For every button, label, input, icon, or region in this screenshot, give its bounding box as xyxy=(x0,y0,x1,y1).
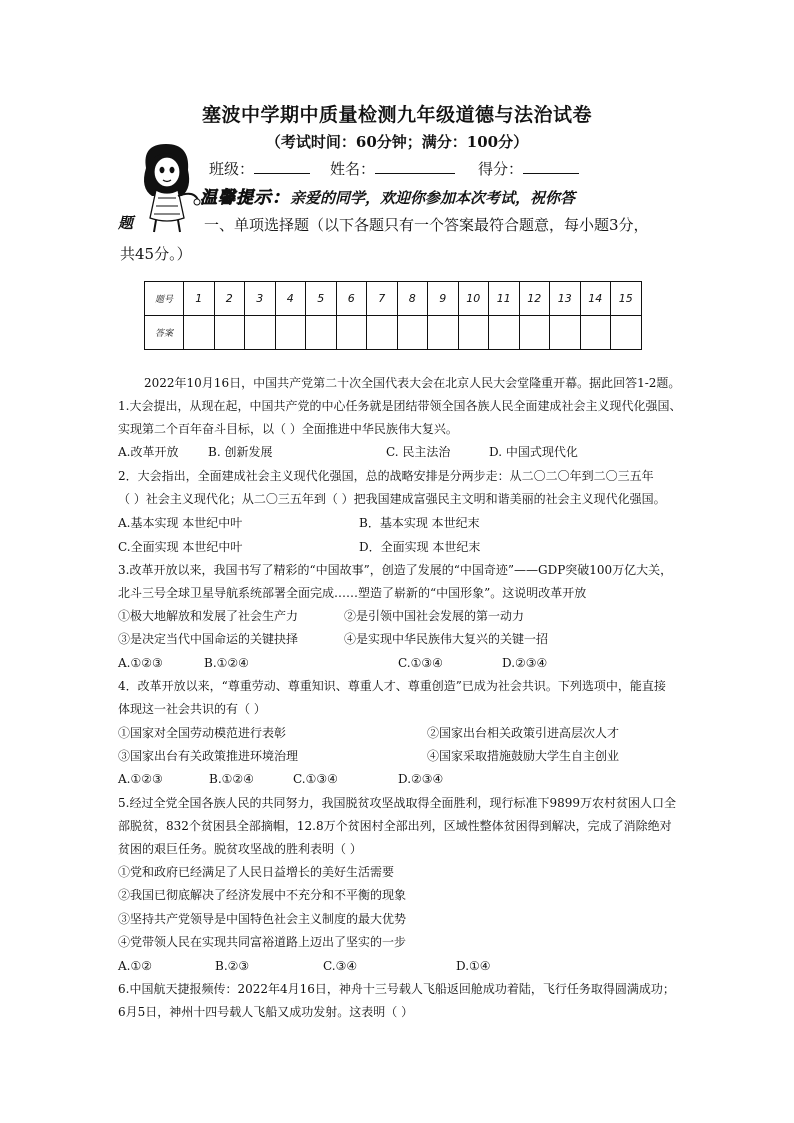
q3-option-d: D.②③④ xyxy=(502,656,548,670)
tip-label: 温馨提示： xyxy=(200,188,290,208)
q2-option-d: D．全面实现 本世纪末 xyxy=(359,540,481,554)
q3-option-c: C.①③④ xyxy=(398,656,443,670)
answer-header: 答案 xyxy=(145,316,184,350)
question-number: 9 xyxy=(428,282,459,316)
question-number: 15 xyxy=(611,282,642,316)
q5-stem-line1: 5.经过全党全国各族人民的共同努力，我国脱贫攻坚战取得全面胜利，现行标准下9899万农村贫困人口全 xyxy=(118,796,676,810)
q5-option-d: D.①④ xyxy=(456,959,491,973)
question-number-header: 题号 xyxy=(145,282,184,316)
q5-statement-1: ①党和政府已经满足了人民日益增长的美好生活需要 xyxy=(118,865,395,879)
question-number: 6 xyxy=(336,282,367,316)
score-blank xyxy=(523,159,579,174)
q3-option-b: B.①②④ xyxy=(204,656,249,670)
answer-table xyxy=(144,281,642,350)
q3-statement-4: ④是实现中华民族伟大复兴的关键一招 xyxy=(344,632,549,646)
question-number: 2 xyxy=(214,282,245,316)
q2-option-c: C.全面实现 本世纪中叶 xyxy=(118,540,243,554)
q2-option-b: B．基本实现 本世纪末 xyxy=(359,516,480,530)
q4-statement-3: ③国家出台有关政策推进环境治理 xyxy=(118,749,299,763)
answer-cell[interactable] xyxy=(519,316,550,350)
q3-stem-line1: 3.改革开放以来，我国书写了精彩的“中国故事”，创造了发展的“中国奇迹”——GDP突破100万亿大关， xyxy=(118,563,673,577)
answer-cell[interactable] xyxy=(580,316,611,350)
q4-stem-line2: 体现这一社会共识的有（ ） xyxy=(118,702,266,716)
q3-stem-line2: 北斗三号全球卫星导航系统部署全面完成……塑造了崭新的“中国形象”。这说明改革开放 xyxy=(118,586,587,600)
q4-statement-1: ①国家对全国劳动模范进行表彰 xyxy=(118,726,287,740)
q2-stem-line2: （ ）社会主义现代化；从二〇三五年到（ ）把我国建成富强民主文明和谐美丽的社会主义现代化强国。 xyxy=(118,492,666,506)
answer-table-answer-row xyxy=(145,316,642,350)
q4-statement-2: ②国家出台相关政策引进高层次人才 xyxy=(427,726,620,740)
q5-statement-4: ④党带领人民在实现共同富裕道路上迈出了坚实的一步 xyxy=(118,935,407,949)
question-number: 8 xyxy=(397,282,428,316)
q1-option-d: D. 中国式现代化 xyxy=(489,445,578,459)
tip-continuation: 题 xyxy=(118,214,134,232)
q2-option-a: A.基本实现 本世纪中叶 xyxy=(118,516,243,530)
answer-cell[interactable] xyxy=(428,316,459,350)
tip-text: 亲爱的同学，欢迎你参加本次考试，祝你答 xyxy=(290,189,576,207)
answer-cell[interactable] xyxy=(184,316,215,350)
warm-tip xyxy=(200,183,575,208)
q4-option-c: C.①③④ xyxy=(293,772,338,786)
section-heading-cont: 共45分。） xyxy=(120,245,192,263)
answer-cell[interactable] xyxy=(214,316,245,350)
answer-cell[interactable] xyxy=(611,316,642,350)
name-label: 姓名： xyxy=(330,160,376,178)
q5-option-b: B.②③ xyxy=(215,959,250,973)
q1-stem-line1: 1.大会提出，从现在起，中国共产党的中心任务就是团结带领全国各族人民全面建成社会主义现代化强国、 xyxy=(118,399,682,413)
q5-option-a: A.①② xyxy=(118,959,152,973)
q4-statement-4: ④国家采取措施鼓励大学生自主创业 xyxy=(427,749,620,763)
class-blank xyxy=(254,159,310,174)
answer-cell[interactable] xyxy=(458,316,489,350)
q1-option-b: B. 创新发展 xyxy=(208,445,273,459)
name-field xyxy=(330,158,455,179)
answer-cell[interactable] xyxy=(306,316,337,350)
q6-stem-line1: 6.中国航天捷报频传：2022年4月16日，神舟十三号载人飞船返回舱成功着陆，飞行任务取得圆满成功； xyxy=(118,982,675,996)
answer-cell[interactable] xyxy=(397,316,428,350)
exam-title: 塞波中学期中质量检测九年级道德与法治试卷 xyxy=(201,104,592,126)
q5-stem-line2: 部脱贫，832个贫困县全部摘帽，12.8万个贫困村全部出列，区域性整体贫困得到解决，完成了消除绝对 xyxy=(118,819,672,833)
q3-option-a: A.①②③ xyxy=(118,656,163,670)
answer-table-header-row xyxy=(145,282,642,316)
answer-cell[interactable] xyxy=(336,316,367,350)
question-number: 13 xyxy=(550,282,581,316)
q2-stem-line1: 2．大会指出，全面建成社会主义现代化强国，总的战略安排是分两步走：从二〇二〇年到二〇三五年 xyxy=(118,469,654,483)
q3-statement-3: ③是决定当代中国命运的关键抉择 xyxy=(118,632,299,646)
question-number: 5 xyxy=(306,282,337,316)
question-intro: 2022年10月16日，中国共产党第二十次全国代表大会在北京人民大会堂隆重开幕。据此回答1-2题。 xyxy=(144,376,681,390)
q4-option-b: B.①②④ xyxy=(209,772,254,786)
q3-statement-2: ②是引领中国社会发展的第一动力 xyxy=(344,609,525,623)
score-label: 得分： xyxy=(478,160,524,178)
q4-option-d: D.②③④ xyxy=(398,772,444,786)
cartoon-girl-illustration xyxy=(132,140,202,235)
q1-option-a: A.改革开放 xyxy=(118,445,179,459)
answer-cell[interactable] xyxy=(489,316,520,350)
question-number: 11 xyxy=(489,282,520,316)
q4-option-a: A.①②③ xyxy=(118,772,163,786)
q3-statement-1: ①极大地解放和发展了社会生产力 xyxy=(118,609,299,623)
question-number: 3 xyxy=(245,282,276,316)
question-number: 4 xyxy=(275,282,306,316)
answer-cell[interactable] xyxy=(367,316,398,350)
name-blank xyxy=(375,159,455,174)
q6-stem-line2: 6月5日，神州十四号载人飞船又成功发射。这表明（ ） xyxy=(118,1005,414,1019)
score-field xyxy=(478,158,579,179)
answer-cell[interactable] xyxy=(550,316,581,350)
q4-stem-line1: 4．改革开放以来，“尊重劳动、尊重知识、尊重人才、尊重创造”已成为社会共识。下列选项中，能直接 xyxy=(118,679,666,693)
q5-option-c: C.③④ xyxy=(323,959,358,973)
q1-option-c: C. 民主法治 xyxy=(386,445,451,459)
q5-statement-3: ③坚持共产党领导是中国特色社会主义制度的最大优势 xyxy=(118,912,407,926)
answer-cell[interactable] xyxy=(275,316,306,350)
q5-stem-line3: 贫困的艰巨任务。脱贫攻坚战的胜利表明（ ） xyxy=(118,842,362,856)
exam-subtitle: （考试时间：60分钟；满分：100分） xyxy=(265,133,529,151)
question-number: 14 xyxy=(580,282,611,316)
q5-statement-2: ②我国已彻底解决了经济发展中不充分和不平衡的现象 xyxy=(118,888,407,902)
class-label: 班级： xyxy=(209,160,255,178)
q1-stem-line2: 实现第二个百年奋斗目标，以（ ）全面推进中华民族伟大复兴。 xyxy=(118,422,458,436)
question-number: 1 xyxy=(184,282,215,316)
question-number: 10 xyxy=(458,282,489,316)
section-heading: 一、单项选择题（以下各题只有一个答案最符合题意，每小题3分， xyxy=(204,216,649,234)
question-number: 12 xyxy=(519,282,550,316)
question-number: 7 xyxy=(367,282,398,316)
answer-cell[interactable] xyxy=(245,316,276,350)
class-field xyxy=(209,158,310,179)
